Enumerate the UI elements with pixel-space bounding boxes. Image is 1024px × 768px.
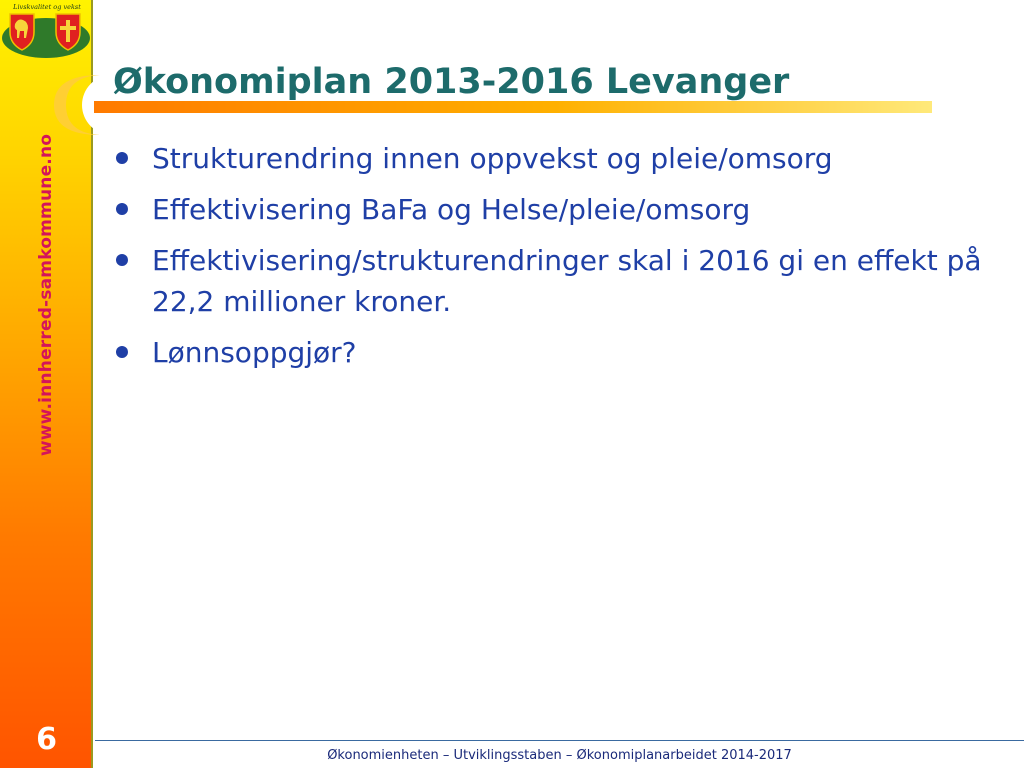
- website-url: www.innherred-samkommune.no: [36, 133, 56, 457]
- bullet-item: [112, 189, 982, 230]
- bullet-dot-icon: [116, 152, 128, 164]
- slide-number: 6: [36, 722, 57, 757]
- footer-divider: [95, 740, 1024, 741]
- bullet-dot-icon: [116, 254, 128, 266]
- bullet-list: [112, 138, 982, 383]
- bullet-text: Strukturendring innen oppvekst og pleie/omsorg: [152, 142, 833, 175]
- bullet-dot-icon: [116, 203, 128, 215]
- bullet-item: [112, 240, 982, 322]
- svg-text:Livskvalitet og vekst: Livskvalitet og vekst: [13, 3, 81, 11]
- slide-title: Økonomiplan 2013-2016 Levanger: [113, 62, 790, 102]
- bullet-dot-icon: [116, 346, 128, 358]
- bullet-item: [112, 138, 982, 179]
- footer-text: Økonomienheten – Utviklingsstaben – Økonomiplanarbeidet 2014-2017: [327, 748, 792, 763]
- bullet-text: Lønnsoppgjør?: [152, 336, 357, 369]
- bullet-text: Effektivisering BaFa og Helse/pleie/omsorg: [152, 193, 751, 226]
- bullet-text: Effektivisering/strukturendringer skal i 2016 gi en effekt på 22,2 millioner kroner.: [152, 244, 982, 318]
- bullet-item: [112, 332, 982, 373]
- municipality-logo: [0, 0, 93, 60]
